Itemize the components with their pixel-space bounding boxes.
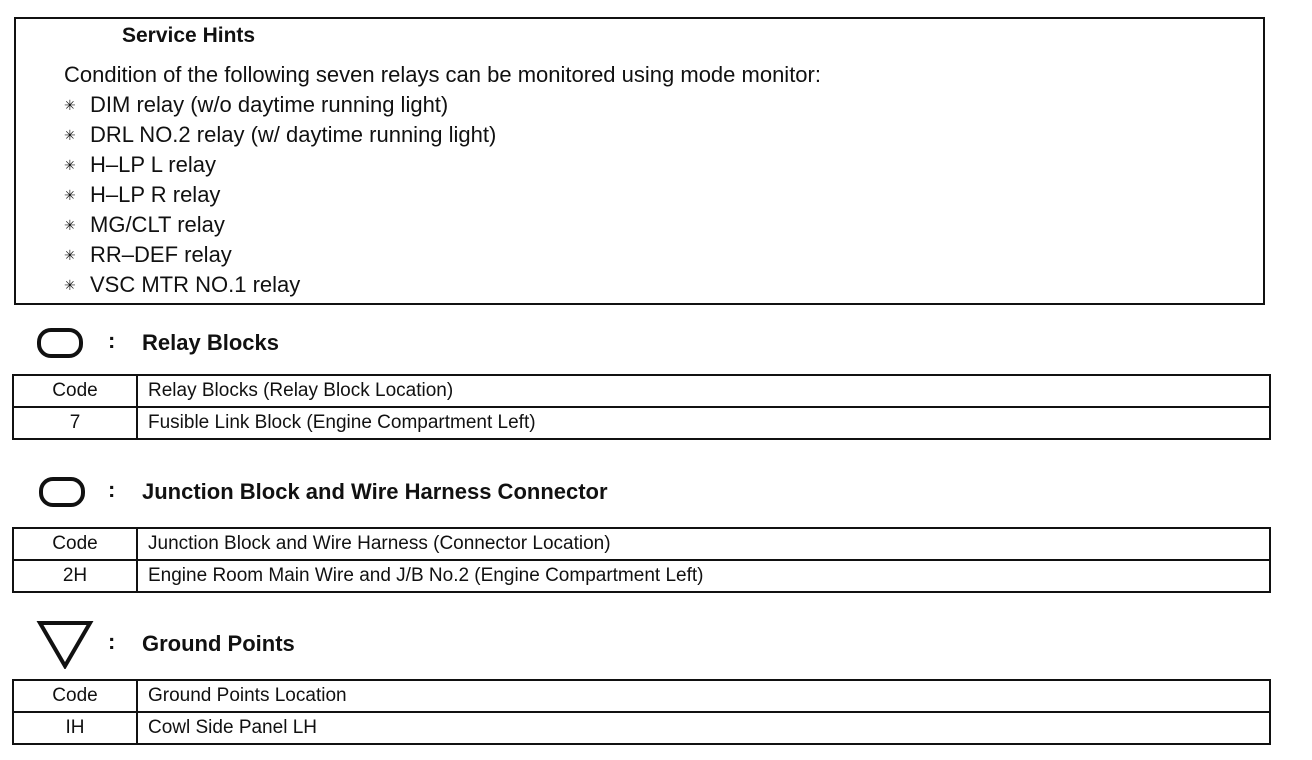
code-cell: IH [13, 712, 137, 744]
location-header: Relay Blocks (Relay Block Location) [137, 375, 1270, 407]
location-header: Ground Points Location [137, 680, 1270, 712]
section-title: Junction Block and Wire Harness Connector [142, 479, 608, 504]
relay-list [64, 90, 821, 300]
asterisk-bullet-icon: ✳ [64, 157, 76, 173]
asterisk-bullet-icon: ✳ [64, 277, 76, 293]
code-header: Code [13, 680, 137, 712]
relay-item-text: DRL NO.2 relay (w/ daytime running light) [90, 122, 497, 147]
location-cell: Cowl Side Panel LH [137, 712, 1270, 744]
table-row [13, 560, 1270, 592]
code-cell: 2H [13, 560, 137, 592]
relay-item-text: DIM relay (w/o daytime running light) [90, 92, 449, 117]
asterisk-bullet-icon: ✳ [64, 97, 76, 113]
location-cell: Fusible Link Block (Engine Compartment Left) [137, 407, 1270, 439]
list-item [64, 240, 821, 270]
code-header: Code [13, 528, 137, 560]
table-header-row [13, 375, 1270, 407]
junction-block-table [12, 527, 1271, 593]
asterisk-bullet-icon: ✳ [64, 127, 76, 143]
asterisk-bullet-icon: ✳ [64, 247, 76, 263]
relay-item-text: RR–DEF relay [90, 242, 232, 267]
list-item [64, 180, 821, 210]
location-header: Junction Block and Wire Harness (Connector Location) [137, 528, 1270, 560]
code-header: Code [13, 375, 137, 407]
service-hints-body [64, 60, 821, 300]
service-hints-intro: Condition of the following seven relays can be monitored using mode monitor: [64, 62, 821, 87]
list-item [64, 90, 821, 120]
relay-blocks-heading [36, 321, 279, 365]
list-item [64, 120, 821, 150]
relay-blocks-table [12, 374, 1271, 440]
asterisk-bullet-icon: ✳ [64, 217, 76, 233]
heading-colon: : [108, 629, 116, 654]
section-title: Ground Points [142, 631, 295, 656]
location-cell: Engine Room Main Wire and J/B No.2 (Engine Compartment Left) [137, 560, 1270, 592]
table-header-row [13, 528, 1270, 560]
ground-points-table [12, 679, 1271, 745]
relay-item-text: MG/CLT relay [90, 212, 225, 237]
downward-triangle-icon [36, 622, 108, 666]
heading-colon: : [108, 328, 116, 353]
heading-colon: : [108, 477, 116, 502]
asterisk-bullet-icon: ✳ [64, 187, 76, 203]
rounded-rectangle-icon [36, 321, 108, 365]
junction-block-heading [36, 470, 608, 514]
code-cell: 7 [13, 407, 137, 439]
table-header-row [13, 680, 1270, 712]
service-hints-title: Service Hints [96, 23, 273, 49]
ground-points-heading [36, 622, 295, 666]
relay-item-text: VSC MTR NO.1 relay [90, 272, 301, 297]
list-item [64, 210, 821, 240]
section-title: Relay Blocks [142, 330, 279, 355]
service-hints-box [14, 17, 1265, 305]
table-row [13, 407, 1270, 439]
list-item [64, 150, 821, 180]
list-item [64, 270, 821, 300]
rounded-rectangle-icon [36, 470, 108, 514]
relay-item-text: H–LP L relay [90, 152, 216, 177]
table-row [13, 712, 1270, 744]
relay-item-text: H–LP R relay [90, 182, 221, 207]
